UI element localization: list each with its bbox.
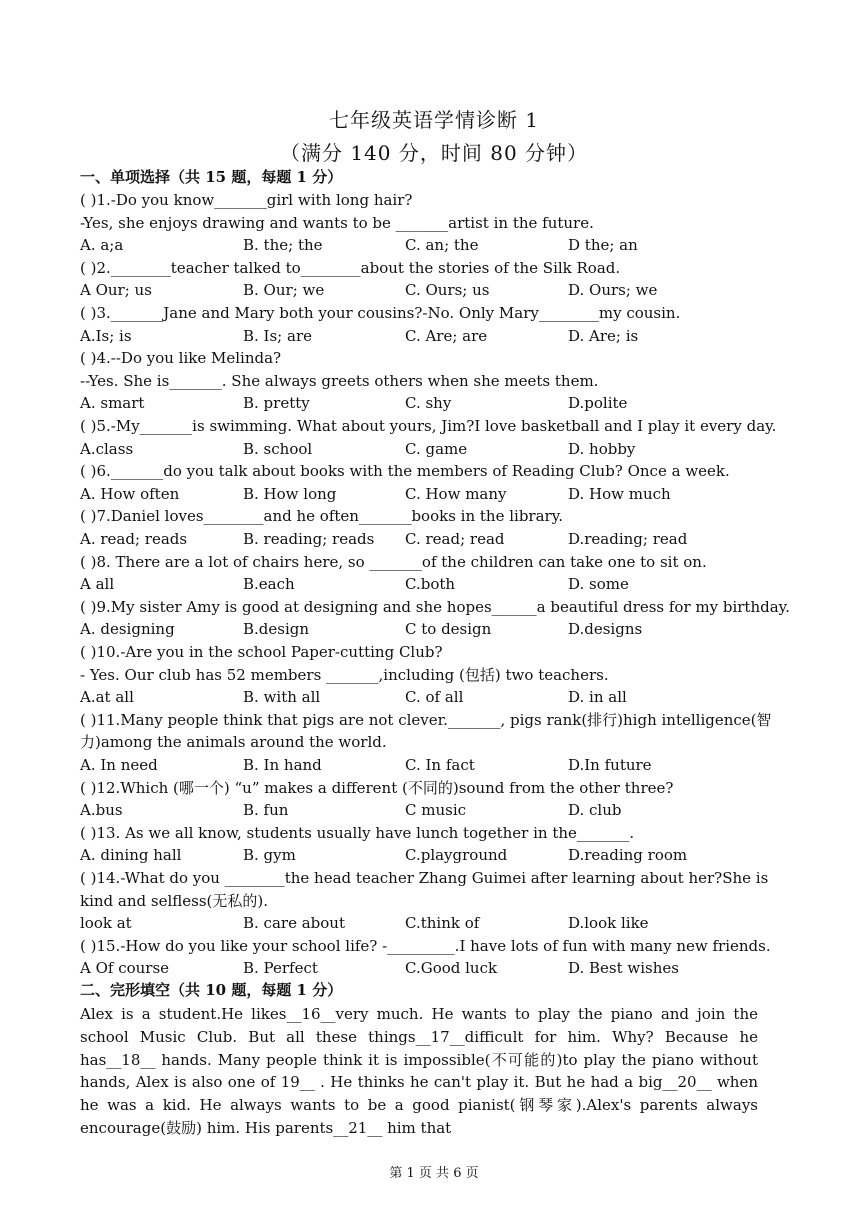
question-15-line-1: ( )15.-How do you like your school life? -_________.I have lots of fun with many new friends. (80, 936, 771, 955)
question-2-option-d: D. Ours; we (568, 281, 658, 300)
question-13-option-b: B. gym (243, 846, 296, 865)
question-12-option-c: C music (405, 801, 467, 820)
question-10-line-1: ( )10.-Are you in the school Paper-cutting Club? (80, 643, 443, 661)
question-3-line-1: ( )3._______Jane and Mary both your cousins?-No. Only Mary________my cousin. (80, 304, 681, 322)
question-8-option-c: C.both (405, 575, 456, 594)
page-title: 七年级英语学情诊断 1 (328, 108, 540, 132)
question-3-option-c: C. Are; are (405, 326, 488, 345)
question-12-option-a: A.bus (80, 801, 123, 820)
question-1-option-c: C. an; the (405, 236, 479, 255)
question-4-option-a: A. smart (80, 394, 145, 413)
question-9-line-1: ( )9.My sister Amy is good at designing and she hopes______a beautiful dress for my birthday. (80, 597, 790, 616)
question-11-option-a: A. In need (80, 756, 158, 774)
question-5-option-a: A.class (80, 439, 134, 458)
question-15-option-c: C.Good luck (405, 959, 498, 978)
question-7-line-1: ( )7.Daniel loves________and he often_______books in the library. (80, 507, 563, 526)
question-1-line-2: -Yes, she enjoys drawing and wants to be _______artist in the future. (80, 213, 594, 232)
question-13-option-c: C.playground (405, 846, 508, 865)
question-2-option-a: A Our; us (80, 281, 152, 300)
question-15-option-d: D. Best wishes (568, 959, 679, 978)
question-4-option-c: C. shy (405, 394, 452, 413)
question-2-line-1: ( )2.________teacher talked to________about the stories of the Silk Road. (80, 258, 621, 277)
question-7-option-a: A. read; reads (80, 530, 188, 548)
question-3-option-b: B. Is; are (243, 326, 312, 345)
question-8-option-a: A all (80, 575, 115, 594)
question-12-line-1: ( )12.Which (哪一个) “u” makes a different (不同的)sound from the other three? (80, 778, 674, 797)
question-7-option-c: C. read; read (405, 530, 505, 548)
question-4-line-2: --Yes. She is_______. She always greets others when she meets them. (80, 371, 599, 390)
question-13-option-a: A. dining hall (80, 846, 182, 865)
question-5-option-d: D. hobby (568, 439, 636, 458)
question-11-option-c: C. In fact (405, 756, 475, 774)
question-14-option-a: look at (80, 914, 132, 933)
question-5-line-1: ( )5.-My_______is swimming. What about yours, Jim?I love basketball and I play it every day. (80, 417, 777, 435)
question-11-line-2: 力)among the animals around the world. (80, 733, 387, 752)
question-8-option-b: B.each (243, 575, 295, 594)
question-5-option-c: C. game (405, 439, 468, 458)
question-1-option-b: B. the; the (243, 236, 323, 255)
question-1-line-1: ( )1.-Do you know_______girl with long hair? (80, 191, 413, 209)
question-14-option-b: B. care about (243, 914, 345, 933)
question-2-option-b: B. Our; we (243, 281, 325, 300)
question-2-option-c: C. Ours; us (405, 281, 490, 300)
question-14-line-1: ( )14.-What do you ________the head teacher Zhang Guimei after learning about her?She is (80, 869, 769, 887)
section1-heading: 一、单项选择（共 15 题，每题 1 分） (80, 168, 343, 186)
question-9-option-b: B.design (243, 620, 310, 639)
question-9-option-c: C to design (405, 620, 492, 639)
question-1-option-a: A. a;a (80, 236, 124, 255)
question-13-line-1: ( )13. As we all know, students usually have lunch together in the_______. (80, 823, 635, 842)
question-15-option-b: B. Perfect (243, 959, 318, 978)
question-12-option-d: D. club (568, 801, 622, 820)
question-15-option-a: A Of course (80, 959, 170, 978)
question-4-option-b: B. pretty (243, 394, 310, 413)
question-14-line-2: kind and selfless(无私的). (80, 891, 269, 910)
question-14-option-d: D.look like (568, 914, 649, 933)
question-3-option-a: A.Is; is (80, 326, 132, 345)
cloze-passage: Alex is a student.He likes__16__very much. He wants to play the piano and join the school Music Club. But all these things__17__difficult for him. Why? Because he has__18__ hands. Many people think it is impossible(不可能的)to play the piano without hands, Alex is also one of 19__ . He thinks he can't play it. But he had a big__20__ when he was a kid. He always wants to be a good pianist(钢琴家).Alex's parents always encourage(鼓励) him. His parents__21__ him that (80, 1005, 758, 1137)
question-7-option-d: D.reading; read (568, 530, 688, 548)
question-6-option-c: C. How many (405, 484, 507, 503)
question-9-option-d: D.designs (568, 620, 643, 639)
question-10-option-d: D. in all (568, 688, 627, 707)
question-5-option-b: B. school (243, 439, 313, 458)
question-4-line-1: ( )4.--Do you like Melinda? (80, 349, 282, 368)
question-13-option-d: D.reading room (568, 846, 688, 865)
question-7-option-b: B. reading; reads (243, 530, 375, 548)
question-6-option-a: A. How often (80, 484, 180, 503)
question-10-option-a: A.at all (80, 688, 134, 707)
question-11-option-b: B. In hand (243, 756, 322, 774)
question-9-option-a: A. designing (80, 620, 175, 639)
question-10-option-c: C. of all (405, 688, 464, 707)
question-14-option-c: C.think of (405, 914, 480, 933)
question-6-option-d: D. How much (568, 484, 671, 503)
question-4-option-d: D.polite (568, 394, 628, 413)
question-8-option-d: D. some (568, 575, 629, 594)
question-3-option-d: D. Are; is (568, 326, 639, 345)
question-8-line-1: ( )8. There are a lot of chairs here, so _______of the children can take one to sit on. (80, 552, 707, 571)
question-12-option-b: B. fun (243, 801, 289, 820)
question-10-option-b: B. with all (243, 688, 321, 707)
page-footer: 第 1 页 共 6 页 (389, 1166, 479, 1181)
question-10-line-2: - Yes. Our club has 52 members _______,including (包括) two teachers. (80, 665, 609, 684)
page-subtitle: （满分 140 分，时间 80 分钟） (279, 141, 589, 165)
question-11-line-1: ( )11.Many people think that pigs are not clever._______, pigs rank(排行)high intelligence(智 (80, 710, 772, 729)
question-6-line-1: ( )6._______do you talk about books with the members of Reading Club? Once a week. (80, 462, 730, 481)
question-1-option-d: D the; an (568, 236, 638, 255)
section2-heading: 二、完形填空（共 10 题，每题 1 分） (80, 981, 343, 999)
question-11-option-d: D.In future (568, 756, 652, 774)
question-6-option-b: B. How long (243, 484, 337, 503)
